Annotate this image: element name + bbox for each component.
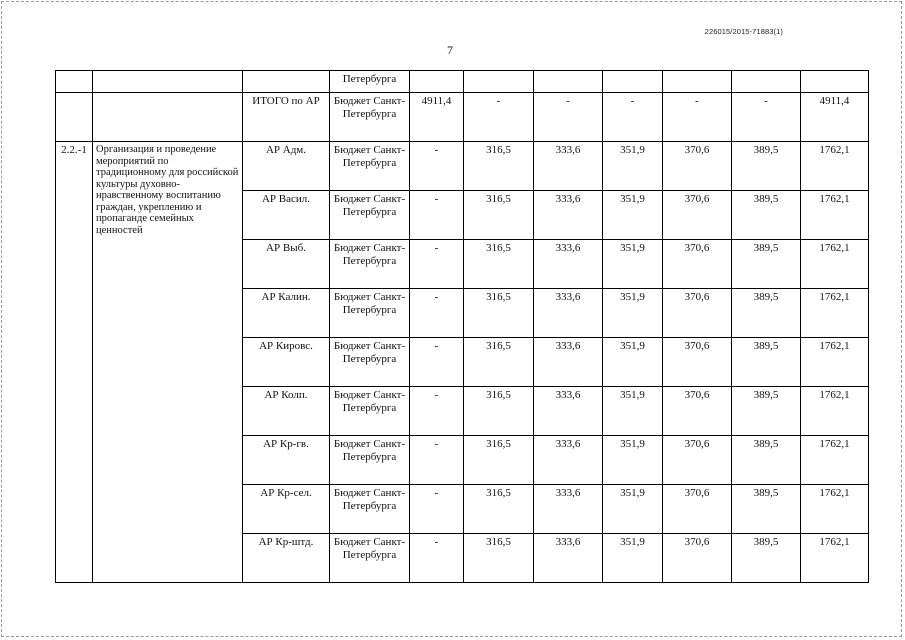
value-cell: 333,6 — [534, 436, 603, 485]
total-cell: 1762,1 — [801, 436, 869, 485]
table-cell — [603, 71, 663, 93]
value-cell: 370,6 — [663, 534, 732, 583]
value-cell: 389,5 — [732, 240, 801, 289]
total-cell: 1762,1 — [801, 534, 869, 583]
value-cell: - — [663, 93, 732, 142]
total-cell: 1762,1 — [801, 142, 869, 191]
table-cell — [801, 71, 869, 93]
value-cell: 351,9 — [603, 142, 663, 191]
item-number: 2.2.-1 — [56, 142, 93, 583]
value-cell: 370,6 — [663, 338, 732, 387]
total-cell: 1762,1 — [801, 191, 869, 240]
total-cell: 1762,1 — [801, 240, 869, 289]
value-cell: 389,5 — [732, 289, 801, 338]
value-cell: - — [410, 191, 464, 240]
value-cell: 333,6 — [534, 338, 603, 387]
value-cell: 333,6 — [534, 142, 603, 191]
value-cell: 351,9 — [603, 191, 663, 240]
value-cell: 389,5 — [732, 485, 801, 534]
table-cell — [663, 71, 732, 93]
value-cell: 333,6 — [534, 534, 603, 583]
district-cell: АР Кр-сел. — [243, 485, 330, 534]
table-cell — [243, 71, 330, 93]
value-cell: 351,9 — [603, 289, 663, 338]
value-cell: 370,6 — [663, 436, 732, 485]
value-cell: - — [603, 93, 663, 142]
value-cell: - — [410, 387, 464, 436]
document-id: 226015/2015-71883(1) — [704, 27, 783, 36]
value-cell: 389,5 — [732, 142, 801, 191]
value-cell: 316,5 — [464, 191, 534, 240]
table-cell — [732, 71, 801, 93]
value-cell: 316,5 — [464, 289, 534, 338]
source-cell: Бюджет Санкт-Петербурга — [330, 240, 410, 289]
value-cell: 370,6 — [663, 289, 732, 338]
value-cell: 316,5 — [464, 142, 534, 191]
district-cell: АР Кр-штд. — [243, 534, 330, 583]
district-cell: АР Адм. — [243, 142, 330, 191]
source-cell: Бюджет Санкт-Петербурга — [330, 436, 410, 485]
value-cell: 351,9 — [603, 387, 663, 436]
value-cell: - — [410, 534, 464, 583]
value-cell: 316,5 — [464, 534, 534, 583]
value-cell: 351,9 — [603, 338, 663, 387]
value-cell: 333,6 — [534, 485, 603, 534]
value-cell: - — [410, 240, 464, 289]
value-cell: 389,5 — [732, 338, 801, 387]
source-cell: Бюджет Санкт-Петербурга — [330, 338, 410, 387]
value-cell: 316,5 — [464, 436, 534, 485]
source-cell: Бюджет Санкт-Петербурга — [330, 93, 410, 142]
total-cell: 1762,1 — [801, 289, 869, 338]
district-cell: АР Выб. — [243, 240, 330, 289]
table-cell — [56, 71, 93, 93]
value-cell: 351,9 — [603, 240, 663, 289]
value-cell: 351,9 — [603, 534, 663, 583]
value-cell: 370,6 — [663, 240, 732, 289]
budget-table — [55, 70, 869, 583]
value-cell: 370,6 — [663, 142, 732, 191]
value-cell: 351,9 — [603, 436, 663, 485]
district-cell: АР Калин. — [243, 289, 330, 338]
table-cell — [56, 93, 93, 142]
table-cell — [534, 71, 603, 93]
district-cell: АР Кр-гв. — [243, 436, 330, 485]
value-cell: 316,5 — [464, 485, 534, 534]
table-cell — [93, 71, 243, 93]
table-body — [56, 71, 869, 583]
value-cell: 316,5 — [464, 338, 534, 387]
district-cell: АР Кировс. — [243, 338, 330, 387]
continuation-row — [56, 71, 869, 93]
district-cell: АР Васил. — [243, 191, 330, 240]
value-cell: 333,6 — [534, 191, 603, 240]
source-cell: Бюджет Санкт-Петербурга — [330, 534, 410, 583]
value-cell: 389,5 — [732, 387, 801, 436]
total-cell: 1762,1 — [801, 485, 869, 534]
value-cell: - — [410, 485, 464, 534]
value-cell: 351,9 — [603, 485, 663, 534]
value-cell: 333,6 — [534, 387, 603, 436]
table-cell — [93, 93, 243, 142]
total-cell: 4911,4 — [801, 93, 869, 142]
value-cell: 333,6 — [534, 240, 603, 289]
table-cell — [410, 71, 464, 93]
value-cell: - — [732, 93, 801, 142]
total-cell: 1762,1 — [801, 338, 869, 387]
value-cell: 370,6 — [663, 485, 732, 534]
value-cell: - — [410, 436, 464, 485]
district-cell: АР Колп. — [243, 387, 330, 436]
value-cell: - — [464, 93, 534, 142]
value-cell: 370,6 — [663, 387, 732, 436]
value-cell: 389,5 — [732, 191, 801, 240]
source-cell: Бюджет Санкт-Петербурга — [330, 485, 410, 534]
value-cell: 316,5 — [464, 240, 534, 289]
source-cell: Петербурга — [330, 71, 410, 93]
page-number: 7 — [447, 43, 453, 57]
value-cell: - — [410, 142, 464, 191]
source-cell: Бюджет Санкт-Петербурга — [330, 142, 410, 191]
value-cell: 389,5 — [732, 436, 801, 485]
value-cell: 316,5 — [464, 387, 534, 436]
value-cell: - — [410, 289, 464, 338]
source-cell: Бюджет Санкт-Петербурга — [330, 387, 410, 436]
itogo-row — [56, 93, 869, 142]
table-row — [56, 142, 869, 191]
value-cell: - — [534, 93, 603, 142]
value-cell: 4911,4 — [410, 93, 464, 142]
item-name: Организация и проведение мероприятий по традиционному для российской культуры духовно-нравственному воспитанию граждан, укреплению и пропаганде семейных ценностей — [93, 142, 243, 583]
source-cell: Бюджет Санкт-Петербурга — [330, 289, 410, 338]
total-cell: 1762,1 — [801, 387, 869, 436]
district-cell: ИТОГО по АР — [243, 93, 330, 142]
source-cell: Бюджет Санкт-Петербурга — [330, 191, 410, 240]
value-cell: 389,5 — [732, 534, 801, 583]
value-cell: - — [410, 338, 464, 387]
value-cell: 370,6 — [663, 191, 732, 240]
table-cell — [464, 71, 534, 93]
value-cell: 333,6 — [534, 289, 603, 338]
